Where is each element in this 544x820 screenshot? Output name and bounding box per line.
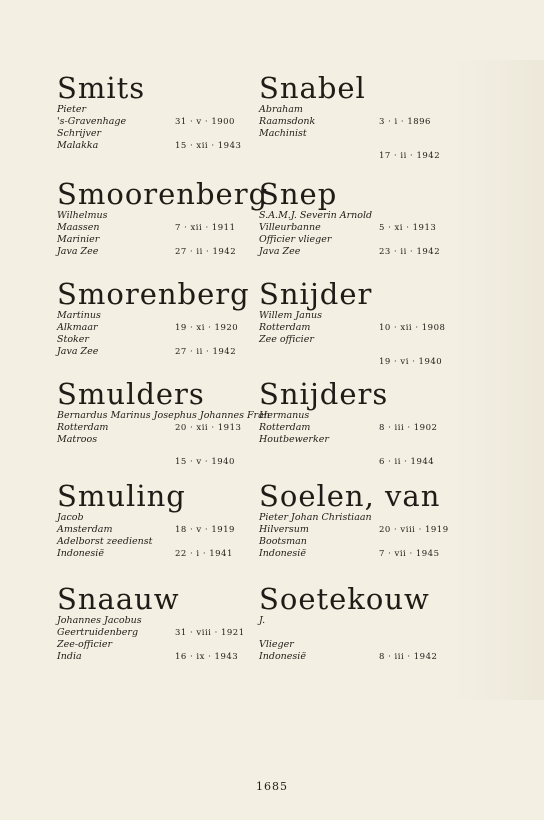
entry-text: India xyxy=(57,651,82,662)
entry-line xyxy=(259,456,459,468)
entry-text: Willem Janus xyxy=(259,310,322,321)
name-entry xyxy=(259,178,459,258)
entry-text: Raamsdonk xyxy=(259,116,316,127)
entry-date: 15 · xii · 1943 xyxy=(175,141,242,151)
entry-line xyxy=(259,234,459,246)
entry-text: Schrijver xyxy=(57,128,102,139)
entry-text: Wilhelmus xyxy=(57,210,108,221)
surname-heading: Snep xyxy=(259,177,338,211)
name-entry xyxy=(57,480,247,560)
entry-line xyxy=(259,536,459,548)
entry-line xyxy=(259,524,459,536)
entry-text: Java Zee xyxy=(259,246,301,257)
entry-line xyxy=(57,116,247,128)
entry-date: 3 · i · 1896 xyxy=(379,117,431,127)
entry-line xyxy=(57,422,247,434)
entry-line xyxy=(259,639,459,651)
entry-text: Johannes Jacobus xyxy=(57,615,142,626)
surname-heading: Smoorenberg xyxy=(57,177,269,211)
surname-heading: Soelen, van xyxy=(259,479,441,513)
entry-text: Abraham xyxy=(259,104,303,115)
entry-date: 20 · xii · 1913 xyxy=(175,423,242,433)
entry-line xyxy=(57,524,247,536)
entry-line xyxy=(57,548,247,560)
entry-line xyxy=(57,234,247,246)
page-number: 1685 xyxy=(256,780,288,793)
entry-text: Geertruidenberg xyxy=(57,627,139,638)
entry-date: 10 · xii · 1908 xyxy=(379,323,446,333)
entry-text: Villeurbanne xyxy=(259,222,321,233)
entry-text: Officier vlieger xyxy=(259,234,332,245)
entry-text: 's-Gravenhage xyxy=(57,116,127,127)
entry-date: 7 · xii · 1911 xyxy=(175,223,236,233)
entry-date: 20 · viii · 1919 xyxy=(379,525,449,535)
entry-text: Java Zee xyxy=(57,246,99,257)
entry-date: 19 · xi · 1920 xyxy=(175,323,239,333)
entry-line xyxy=(259,210,459,222)
entry-text: Bernardus Marinus Josephus Johannes Fran xyxy=(57,410,270,421)
entry-line xyxy=(57,210,247,222)
surname-heading: Snijders xyxy=(259,377,389,411)
entry-text: Pieter xyxy=(57,104,87,115)
entry-line xyxy=(57,334,247,346)
entry-date: 16 · ix · 1943 xyxy=(175,652,239,662)
entry-text: Malakka xyxy=(57,140,99,151)
entry-line xyxy=(259,615,459,627)
name-entry xyxy=(259,72,459,162)
entry-date: 7 · vii · 1945 xyxy=(379,549,440,559)
name-entry xyxy=(57,377,270,468)
entry-text: Machinist xyxy=(259,128,307,139)
entry-text: Stoker xyxy=(57,334,89,345)
surname-heading: Smulders xyxy=(57,377,205,411)
surname-heading: Snijder xyxy=(259,277,373,311)
entry-date: 18 · v · 1919 xyxy=(175,525,235,535)
entry-line xyxy=(259,410,459,422)
entry-date: 23 · ii · 1942 xyxy=(379,247,441,257)
entry-text: Bootsman xyxy=(259,536,307,547)
name-entry xyxy=(57,72,247,152)
facing-page-bleed xyxy=(454,60,544,700)
entry-date: 19 · vi · 1940 xyxy=(379,357,443,367)
entry-date: 8 · iii · 1942 xyxy=(379,652,438,662)
entry-line xyxy=(259,651,459,663)
entry-line xyxy=(259,422,459,434)
entry-line xyxy=(259,356,459,368)
entry-line xyxy=(57,104,247,116)
entry-line xyxy=(259,334,459,346)
entry-text: J. xyxy=(259,615,266,626)
entry-line xyxy=(259,150,459,162)
entry-text: Maassen xyxy=(57,222,100,233)
entry-date: 17 · ii · 1942 xyxy=(379,151,441,161)
entry-line xyxy=(57,322,247,334)
entry-line xyxy=(259,322,459,334)
entry-line xyxy=(57,615,247,627)
entry-line xyxy=(259,627,459,639)
entry-date: 8 · iii · 1902 xyxy=(379,423,438,433)
surname-heading: Snaauw xyxy=(57,582,180,616)
entry-text: Amsterdam xyxy=(57,524,113,535)
entry-line xyxy=(259,104,459,116)
name-entry xyxy=(259,480,459,560)
entry-date: 5 · xi · 1913 xyxy=(379,223,437,233)
entry-text: Matroos xyxy=(57,434,98,445)
surname-heading: Smits xyxy=(57,71,146,105)
entry-line xyxy=(57,128,247,140)
entry-line xyxy=(57,410,270,422)
entry-text: Rotterdam xyxy=(259,422,311,433)
name-entry xyxy=(57,583,247,663)
surname-heading: Snabel xyxy=(259,71,366,105)
name-entry xyxy=(57,177,269,258)
entry-date: 27 · ii · 1942 xyxy=(175,247,237,257)
entry-line xyxy=(57,651,247,663)
entry-line xyxy=(259,512,459,524)
entry-line xyxy=(57,310,247,322)
entry-line xyxy=(259,246,459,258)
entry-text: Hilversum xyxy=(259,524,309,535)
name-entry xyxy=(259,583,459,663)
entry-text: S.A.M.J. Severin Arnold xyxy=(259,210,373,221)
entry-line xyxy=(259,548,459,560)
entry-date: 27 · ii · 1942 xyxy=(175,347,237,357)
entry-line xyxy=(57,536,247,548)
entry-text: Indonesië xyxy=(259,548,306,559)
name-entry xyxy=(259,278,459,368)
entry-text: Jacob xyxy=(57,512,84,523)
entry-line xyxy=(57,512,247,524)
entry-text: Zee officier xyxy=(259,334,314,345)
name-entry xyxy=(259,378,459,468)
entry-text: Adelborst zeedienst xyxy=(57,536,153,547)
surname-heading: Smuling xyxy=(57,479,186,513)
entry-line xyxy=(57,222,247,234)
entry-line xyxy=(259,434,459,446)
name-entry xyxy=(57,277,250,358)
entry-text: Marinier xyxy=(57,234,100,245)
entry-line xyxy=(57,456,247,468)
entry-line xyxy=(259,222,459,234)
entry-text: Indonesië xyxy=(259,651,306,662)
entry-date: 31 · v · 1900 xyxy=(175,117,235,127)
entry-text: Pieter Johan Christiaan xyxy=(259,512,372,523)
entry-date: 22 · i · 1941 xyxy=(175,549,233,559)
entry-text: Vlieger xyxy=(259,639,294,650)
entry-text: Rotterdam xyxy=(259,322,311,333)
entry-line xyxy=(57,246,247,258)
entry-text: Zee-officier xyxy=(57,639,113,650)
entry-line xyxy=(57,639,247,651)
surname-heading: Smorenberg xyxy=(57,277,250,311)
entry-line xyxy=(57,346,247,358)
entry-line xyxy=(259,310,459,322)
entry-line xyxy=(57,434,247,446)
entry-line xyxy=(57,140,247,152)
entry-date: 31 · viii · 1921 xyxy=(175,628,245,638)
entry-text: Houtbewerker xyxy=(259,434,329,445)
entry-text: Indonesië xyxy=(57,548,104,559)
entry-text: Martinus xyxy=(57,310,101,321)
entry-line xyxy=(259,116,459,128)
entry-text: Alkmaar xyxy=(57,322,98,333)
entry-line xyxy=(259,128,459,140)
entry-text: Rotterdam xyxy=(57,422,109,433)
entry-date: 15 · v · 1940 xyxy=(175,457,235,467)
entry-text: Hermanus xyxy=(259,410,310,421)
entry-line xyxy=(57,627,247,639)
entry-text: Java Zee xyxy=(57,346,99,357)
surname-heading: Soetekouw xyxy=(259,582,430,616)
entry-date: 6 · ii · 1944 xyxy=(379,457,435,467)
